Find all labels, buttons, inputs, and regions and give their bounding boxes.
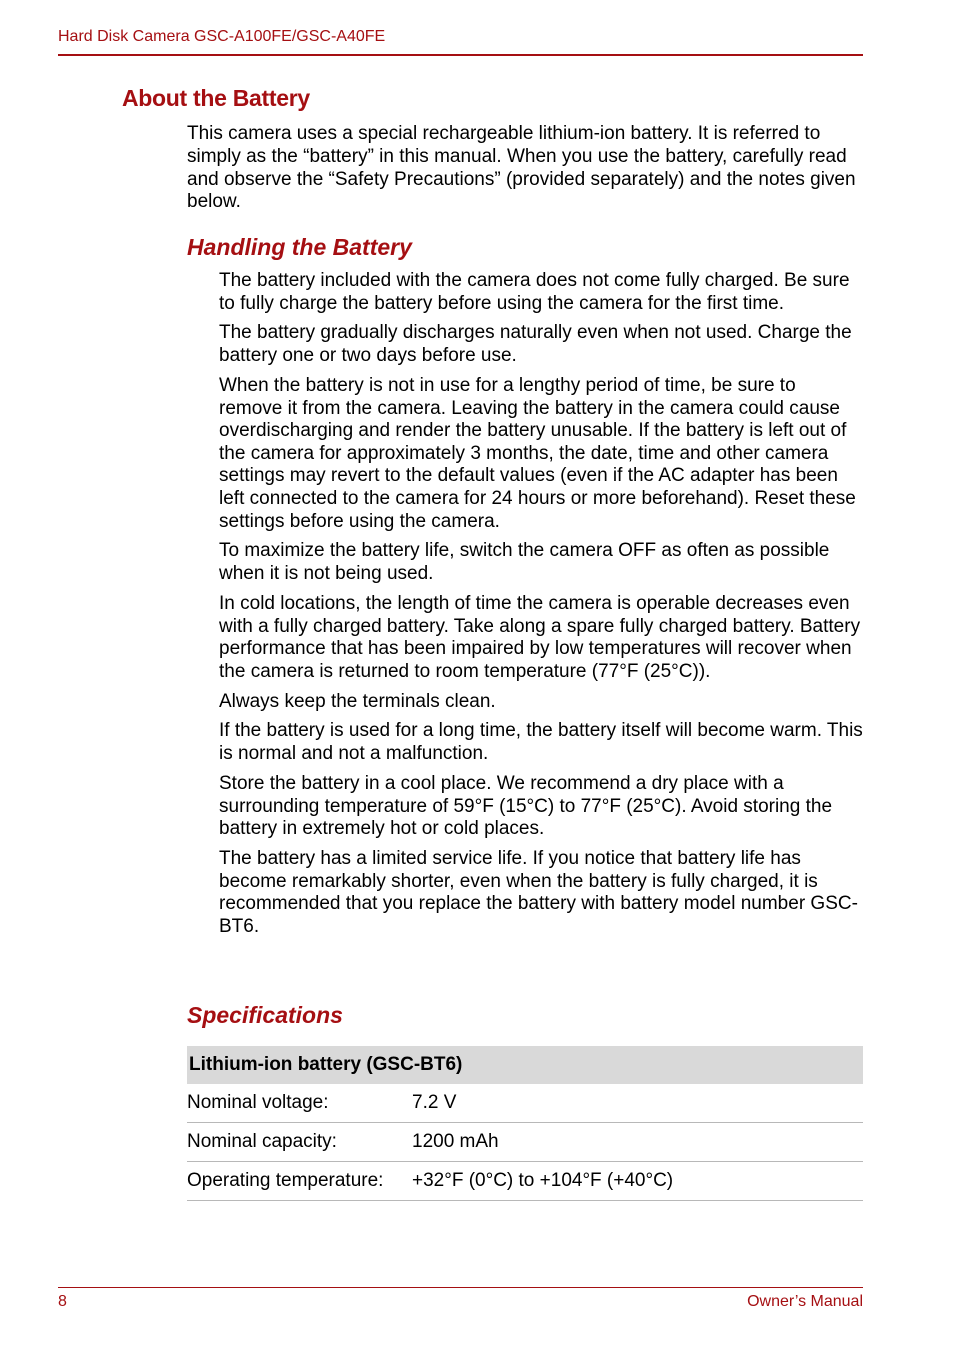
spec-value: 7.2 V xyxy=(412,1084,863,1123)
table-row xyxy=(187,1084,863,1123)
intro-paragraph: This camera uses a special rechargeable lithium-ion battery. It is referred to simply as the “battery” in this manual. When you use the battery, carefully read and observe the “Safety Precautions” (provided separately) and the notes given below. xyxy=(187,123,856,213)
list-item: To maximize the battery life, switch the camera OFF as often as possible when it is not being used. xyxy=(219,540,830,585)
footer-rule xyxy=(58,1287,863,1288)
table-row xyxy=(187,1162,863,1201)
spec-label: Operating temperature: xyxy=(187,1162,412,1201)
spec-label: Nominal capacity: xyxy=(187,1123,412,1162)
handling-heading: Handling the Battery xyxy=(187,234,412,260)
section-title: About the Battery xyxy=(122,85,310,111)
specifications-table xyxy=(187,1046,863,1201)
list-item: Store the battery in a cool place. We recommend a dry place with a surrounding temperature of 59°F (15°C) to 77°F (25°C). Avoid storing the battery in extremely hot or cold places. xyxy=(219,772,833,840)
running-header: Hard Disk Camera GSC-A100FE/GSC-A40FE xyxy=(58,28,386,45)
spec-value: 1200 mAh xyxy=(412,1123,863,1162)
header-rule xyxy=(58,54,863,56)
spec-label: Nominal voltage: xyxy=(187,1084,412,1123)
specifications-heading: Specifications xyxy=(187,1002,343,1028)
list-item: The battery included with the camera does not come fully charged. Be sure to fully charge the battery before using the camera for the first time. xyxy=(219,270,850,314)
list-item: In cold locations, the length of time the camera is operable decreases even with a fully charged battery. Take along a spare fully charged battery. Battery performance that has been impaired by low temperatures will recover when the camera is returned to room temperature (77°F (25°C)). xyxy=(219,592,861,682)
list-item: The battery gradually discharges naturally even when not used. Charge the battery one or two days before use. xyxy=(219,322,852,367)
spec-value: +32°F (0°C) to +104°F (+40°C) xyxy=(412,1162,863,1201)
table-header-row xyxy=(187,1046,863,1084)
handling-list xyxy=(219,270,864,946)
list-item: If the battery is used for a long time, the battery itself will become warm. This is normal and not a malfunction. xyxy=(219,720,863,765)
table-row xyxy=(187,1123,863,1162)
table-header: Lithium-ion battery (GSC-BT6) xyxy=(187,1046,863,1084)
list-item: The battery has a limited service life. If you notice that battery life has become remarkably shorter, even when the battery is fully charged, it is recommended that you replace the battery with battery model number GSC-BT6. xyxy=(219,848,858,937)
manual-name: Owner’s Manual xyxy=(747,1293,863,1310)
page-number: 8 xyxy=(58,1293,67,1310)
list-item: Always keep the terminals clean. xyxy=(219,690,496,712)
list-item: When the battery is not in use for a lengthy period of time, be sure to remove it from the camera. Leaving the battery in the camera could cause overdischarging and render the battery unusable. If the battery is left out of the camera for approximately 3 months, the date, time and other camera settings may revert to the default values (even if the AC adapter has been left connected to the camera for 24 hours or more beforehand). Reset these settings before using the camera. xyxy=(219,374,856,532)
